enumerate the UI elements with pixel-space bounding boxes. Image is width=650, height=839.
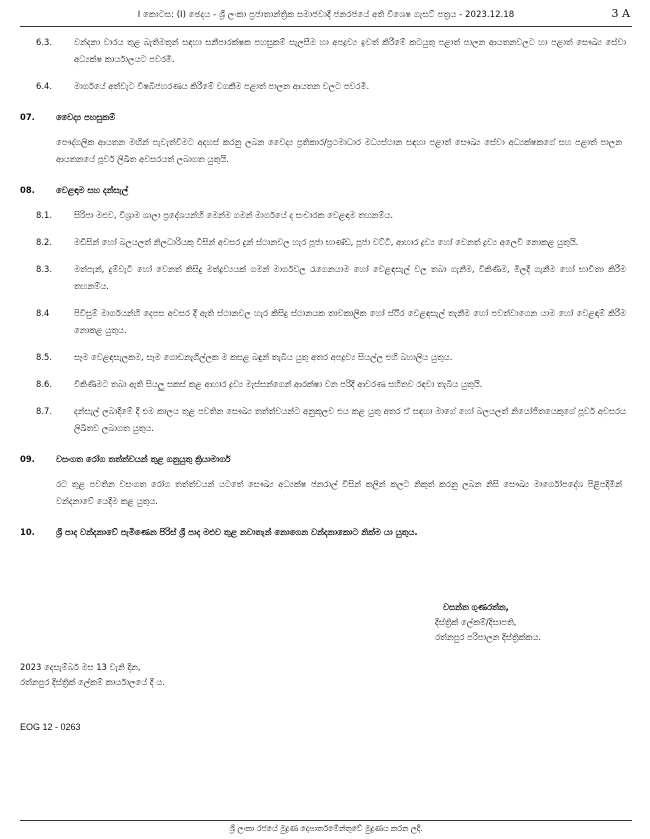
clause-text: සිරිපා මළුව, විශ්‍රාම ශාලා ප්‍රදේශයන්හි මෙන්ම ගමන් මාර්ගයේ ද සංචාරක වෙළඳාම තහනම්ය. bbox=[74, 210, 394, 220]
clause-8-4 bbox=[20, 305, 634, 339]
clause-number: 8.5. bbox=[36, 352, 52, 362]
page-header bbox=[20, 4, 632, 27]
clause-number: 8.7. bbox=[36, 406, 52, 416]
clause-number: 8.2. bbox=[36, 237, 52, 247]
signatory-title: දිස්ත්‍රික් ලේකම්/දිසාපති, bbox=[435, 617, 517, 627]
clause-number: 8.6. bbox=[36, 379, 52, 389]
clause-number: 8.4 bbox=[36, 308, 50, 318]
section-number: 08. bbox=[20, 185, 35, 195]
page-number: 3 A bbox=[611, 7, 630, 20]
clause-number: 8.3. bbox=[36, 264, 52, 274]
section-07-heading bbox=[20, 109, 634, 126]
printer-footer: ශ්‍රී ලංකා රජයේ මුද්‍රණ දෙපාර්තමේන්තුවේ මුද්‍රණය කරන ලදී. bbox=[20, 820, 632, 834]
clause-8-1 bbox=[20, 207, 634, 224]
section-title: වෙළඳාම සහ දන්සැල් bbox=[56, 185, 129, 195]
clause-8-6 bbox=[20, 376, 634, 393]
clause-6-3 bbox=[20, 34, 634, 68]
clause-text: දන්සැල් ලබාදීමේ දී එම කාලය තුළ පවතින සෞඛ්‍ය තත්ත්වයන්ට අනුකූලව එය කළ යුතු අතර ඒ සඳහා මාගේ හෝ බලයලත් නියෝජිතයෙකුගේ පූර්ව අවසරය ලිඛිතව ලබාගත යුතුය. bbox=[74, 406, 626, 433]
issue-place: රත්නපුර දිස්ත්‍රික් ලේකම් කාර්යාලයේ දී ය. bbox=[20, 677, 165, 687]
clause-text: මාර්ගයේ අත්වැට විෂබීජහරණය කිරීමේ වගකීම පළාත් පාලන ආයතන වලට පවරමි. bbox=[74, 81, 370, 91]
clause-8-2 bbox=[20, 234, 634, 251]
section-10 bbox=[20, 524, 634, 541]
section-09-heading bbox=[20, 451, 634, 468]
clause-number: 6.3. bbox=[36, 37, 52, 47]
section-number: 07. bbox=[20, 112, 35, 122]
section-number: 10. bbox=[20, 527, 35, 537]
section-09-text: රට තුළ පවතින වසංගත රෝග තත්ත්වයන් යටතේ සෞඛ්‍ය අධ්‍යක්ෂ ජනරාල් විසින් කලින් කලට නිකුත් කරනු ලබන නිසි සෞඛ්‍ය මාර්ගෝපදේශ පිළිපදිමින් වන්දනාවේ යෙදීම කළ යුතුය. bbox=[56, 479, 622, 506]
section-08-heading bbox=[20, 182, 634, 199]
section-title: වසංගත රෝග තත්ත්වයන් තුළ ගනුයුතු ක්‍රියාමාර්ග bbox=[56, 454, 231, 464]
clause-8-3 bbox=[20, 261, 634, 295]
clause-number: 8.1. bbox=[36, 210, 52, 220]
clause-6-4 bbox=[20, 78, 634, 95]
clause-number: 6.4. bbox=[36, 81, 52, 91]
clause-text: විකිණීමට තබා ඇති සියලු සකස් කළ ආහාර ද්‍රව්‍ය මැස්සන්ගෙන් ආරක්ෂා වන පරිදි ආවරණ සහිතව රඳවා තැබිය යුතුයි. bbox=[74, 379, 483, 389]
clause-text: මත්පැන්, දුම්වැටි හෝ වෙනත් කිසිදු මත්ද්‍රව්‍යයක් ගමන් මාර්ගවල රැගෙනයාම හෝ වෙළඳසැල් වල තබා ගැනීම, විකිණීම, මිලදී ගැනීම හෝ භාවිතා කිරීම තහනම්ය. bbox=[74, 264, 626, 291]
document-body bbox=[20, 34, 634, 549]
section-text: ශ්‍රී පාද වන්දනාවේ පැමිණෙන පිරිස් ශ්‍රී පාද මළුව තුළ නවාතැන් නොගෙන වන්දනාකොට නික්ම යා යුතුය. bbox=[56, 527, 418, 537]
issue-date: 2023 දෙසැම්බර් මස 13 වැනි දින, bbox=[20, 662, 141, 672]
signatory-name: වසන්ත ගුණරත්න, bbox=[443, 602, 509, 612]
clause-text: පිවිසුම් මාර්ගයන්හි දෙපස අවසර දී ඇති ස්ථානවල හැර කිසිදු ස්ථානයක තාවකාලික හෝ ස්ථිර වෙළඳසැල් තැනීම හෝ පවත්වාගෙන යාම හෝ වෙළඳාම් කිරීම නොකළ යුතුය. bbox=[74, 308, 626, 335]
signatory-office: රත්නපුර පරිපාලන දිස්ත්‍රික්කය. bbox=[435, 632, 541, 642]
section-07-text: පෞද්ගලික ආයතන මඟින් පැවැත්වීමට අදහස් කරනු ලබන වෛද්‍ය ප්‍රතිකාර/ප්‍රථමාධාර මධ්‍යස්ථාන සඳහා පළාත් සෞඛ්‍ය සේවා අධ්‍යක්ෂකගේ සහ පළාත් පාලන ආයතනයේ පූර්ව ලිඛිත අවසරයත් ලබාගත යුතුයි. bbox=[56, 137, 622, 164]
reference-code: EOG 12 - 0263 bbox=[20, 722, 81, 732]
section-title: වෛද්‍ය පහසුකම් bbox=[56, 112, 116, 122]
clause-text: වන්දනා වාරය තුළ බැතිමතුන් සඳහා සනීපාරක්ෂක පහසුකම් සැලසීම හා අපද්‍රව්‍ය ඉවත් කිරීමේ කටයුතු පළාත් පාලන ආයතනවලට හා පළාත් සෞඛ්‍ය සේවා අධ්‍යක්ෂ කාර්යාලයට පවරමි. bbox=[74, 37, 626, 64]
clause-text: මඩිසින් හෝ බලයලත් නිලධාරියකු විසින් අවසර දුන් ස්ථානවල හැර පූජා භාණ්ඩ, පූජා වට්ටි, ආහාර ද්‍රව්‍ය හෝ වෙනත් ද්‍රව්‍ය අලෙවි නොකළ යුතුයි. bbox=[74, 237, 579, 247]
date-place-block bbox=[20, 660, 165, 690]
section-number: 09. bbox=[20, 454, 35, 464]
signature-block bbox=[435, 600, 541, 645]
clause-text: සෑම වෙළඳසැලකම, සෑම ගොඩනැගිල්ලක ම කසළ බඳුන් තැබිය යුතු අතර අපද්‍රව්‍ය සියල්ල එහි බහාලිය යුතුය. bbox=[74, 352, 453, 362]
clause-8-5 bbox=[20, 349, 634, 366]
header-title: I කොටස: (I) ඡෙදය - ශ්‍රී ලංකා ප්‍රජාතාන්ත්‍රික සමාජවාදී ජනරජයේ අති විශෙෂ ගැසට් පත්‍රය - 2023.12.18 bbox=[137, 10, 515, 20]
clause-8-7 bbox=[20, 403, 634, 437]
